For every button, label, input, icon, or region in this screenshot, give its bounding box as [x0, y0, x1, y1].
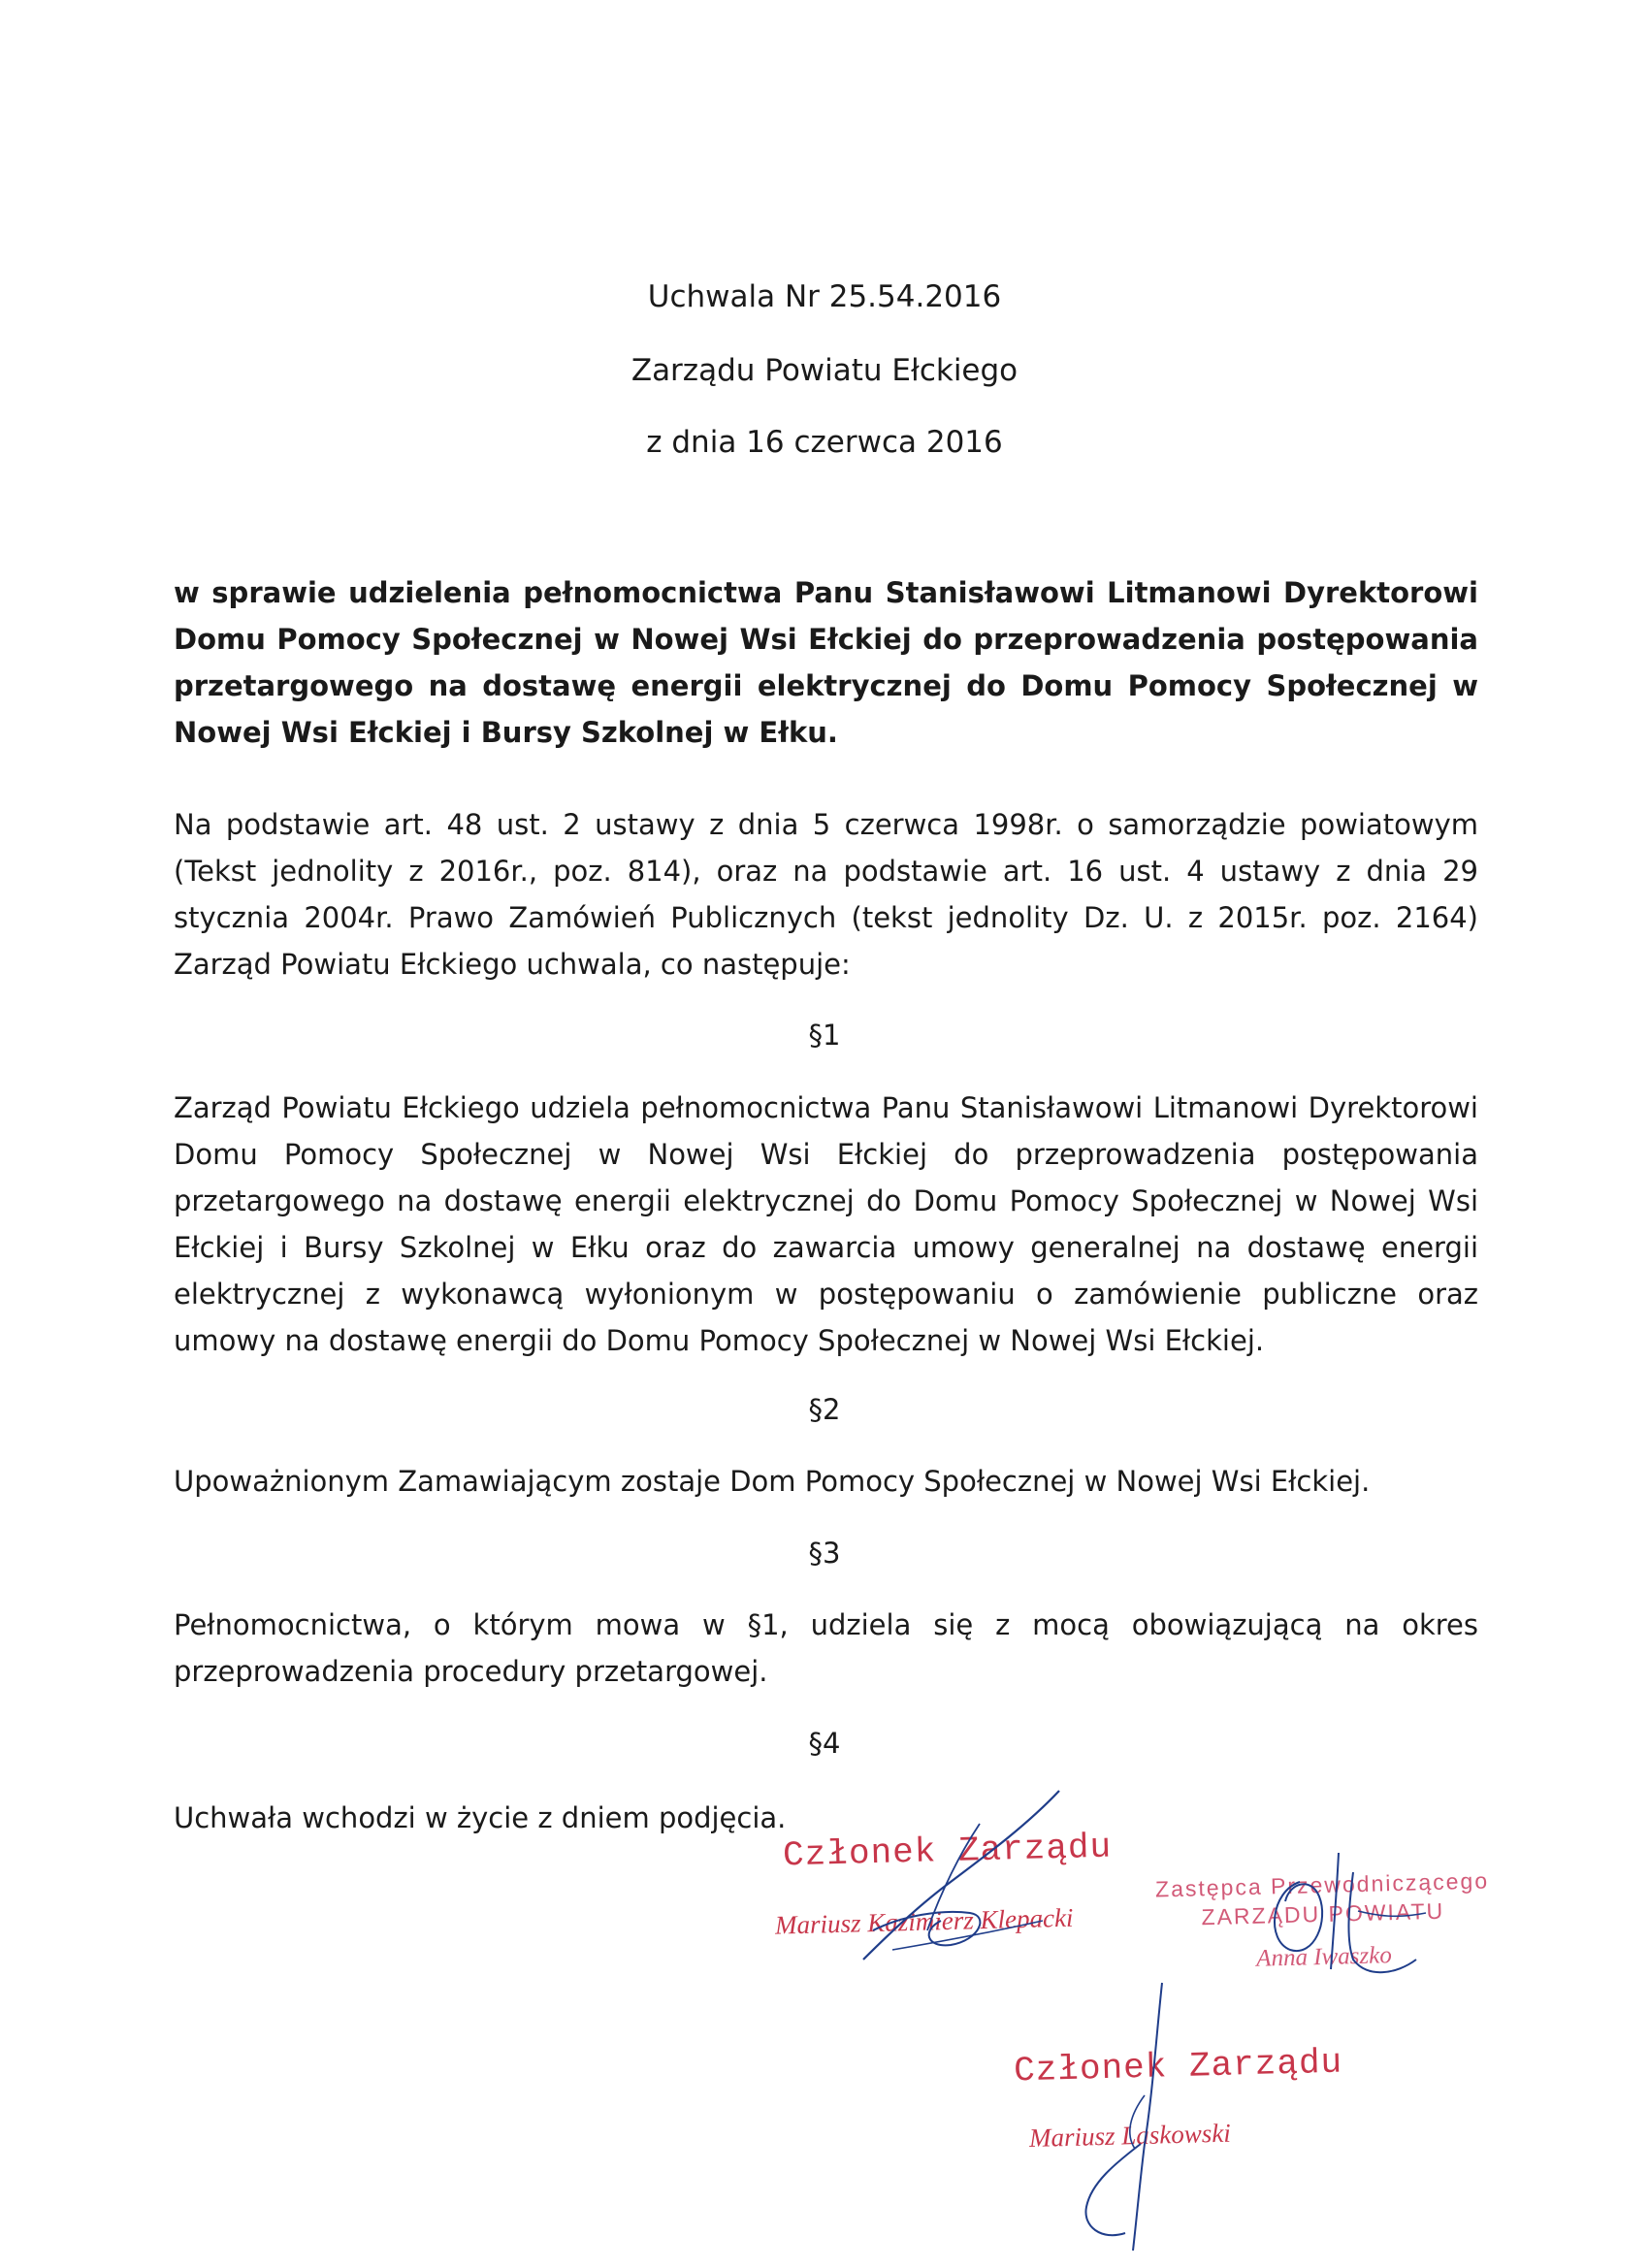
section-heading-3: §3 [808, 1537, 841, 1570]
section-text-4: Uchwała wchodzi w życie z dniem podjęcia. [174, 1801, 787, 1834]
stamp-role-line1: Zastępca Przewodniczącego [1154, 1867, 1490, 1902]
stamp-board-member-klepacki [774, 1827, 1115, 1941]
stamp-person-name: Mariusz Kazimierz Klepacki [774, 1902, 1074, 1940]
resolution-subject: w sprawie udzielenia pełnomocnictwa Panu Stanisławowi Litmanowi Dyrektorowi Domu Pomocy Społecznej w Nowej Wsi Ełckiej do przeprowadzenia postępowania przetargowego na dostawę energii elektrycznej do Domu Pomocy Społecznej w Nowej Wsi Ełckiej i Bursy Szkolnej w Ełku. [174, 576, 1478, 749]
section-text-2: Upoważnionym Zamawiającym zostaje Dom Pomocy Społecznej w Nowej Wsi Ełckiej. [174, 1465, 1371, 1498]
section-heading-4: §4 [808, 1727, 841, 1760]
stamp-person-name: Anna Iwaszko [1255, 1942, 1393, 1972]
stamp-role: Członek Zarządu [782, 1827, 1113, 1876]
stamp-deputy-chair-iwaszko [1155, 1866, 1492, 1976]
legal-basis-paragraph: Na podstawie art. 48 ust. 2 ustawy z dnia 5 czerwca 1998r. o samorządzie powiatowym (Tekst jednolity z 2016r., poz. 814), oraz na podstawie art. 16 ust. 4 ustawy z dnia 29 stycznia 2004r. Prawo Zamówień Publicznych (tekst jednolity Dz. U. z 2015r. poz. 2164) Zarząd Powiatu Ełckiego uchwala, co następuje: [174, 808, 1478, 981]
section-heading-1: §1 [808, 1019, 841, 1052]
resolution-date: z dnia 16 czerwca 2016 [646, 425, 1003, 460]
issuing-body: Zarządu Powiatu Ełckiego [630, 353, 1018, 388]
resolution-number: Uchwala Nr 25.54.2016 [647, 279, 1002, 314]
stamp-person-name: Mariusz Laskowski [1028, 2118, 1232, 2154]
stamp-role: Członek Zarządu [1013, 2042, 1343, 2091]
stamp-role-line2: ZARZĄDU POWIATU [1201, 1897, 1445, 1930]
stamp-board-member-laskowski [1014, 2043, 1345, 2155]
section-text-1: Zarząd Powiatu Ełckiego udziela pełnomocnictwa Panu Stanisławowi Litmanowi Dyrektorowi Domu Pomocy Społecznej w Nowej Wsi Ełckiej do przeprowadzenia postępowania przetargowego na dostawę energii elektrycznej do Domu Pomocy Społecznej w Nowej Wsi Ełckiej i Bursy Szkolnej w Ełku oraz do zawarcia umowy generalnej na dostawę energii elektrycznej z wykonawcą wyłonionym w postępowaniu o zamówienie publiczne oraz umowy na dostawę energii do Domu Pomocy Społecznej w Nowej Wsi Ełckiej. [174, 1091, 1478, 1357]
section-text-3: Pełnomocnictwa, o którym mowa w §1, udziela się z mocą obowiązującą na okres przeprowadzenia procedury przetargowej. [174, 1608, 1478, 1688]
section-heading-2: §2 [808, 1393, 841, 1426]
